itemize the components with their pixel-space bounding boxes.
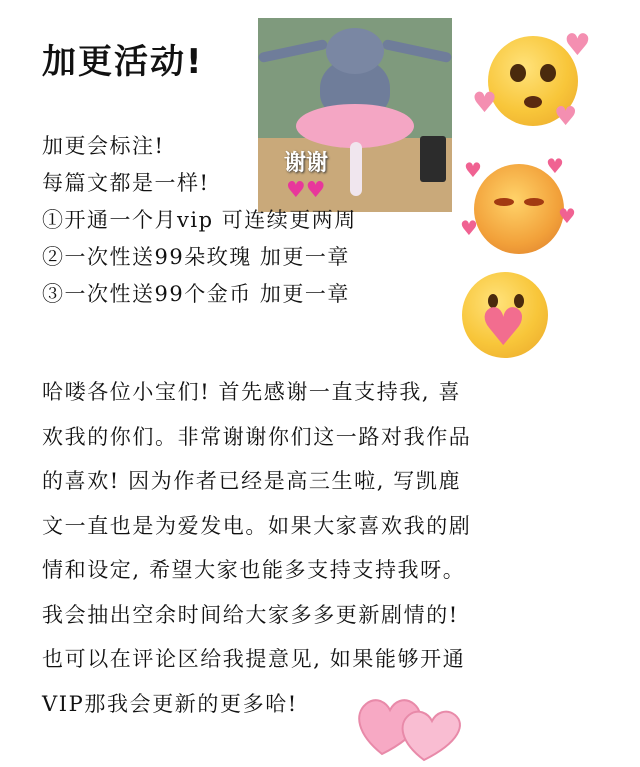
heart-icon: ♥ (554, 102, 578, 132)
heart-icon: ♥ (558, 204, 576, 228)
emoji-eye-icon (510, 64, 526, 82)
heart-icon: ♥ (480, 298, 527, 358)
heart-icon: ♥ (460, 216, 478, 240)
heart-icon: ♥ (546, 154, 564, 178)
intro-list (42, 128, 357, 313)
paragraph-line: 也可以在评论区给我提意见, 如果能够开通 (42, 647, 466, 671)
heart-icon: ♥ (564, 28, 591, 63)
emoji-eye-icon (540, 64, 556, 82)
heart-icon: ♥ (464, 158, 482, 182)
emoji-eye-icon (494, 198, 514, 206)
paragraph-line: 的喜欢! 因为作者已经是高三生啦, 写凯鹿 (42, 469, 462, 493)
pleading-heart-emoji (472, 28, 591, 132)
sticker-caption: 谢谢 (284, 151, 329, 176)
message-paragraph (42, 370, 587, 726)
paragraph-line: 我会抽出空余时间给大家多多更新剧情的! (42, 602, 459, 627)
cat-head (326, 28, 384, 74)
two-hearts-icon (352, 684, 462, 764)
blushing-emoji (460, 154, 576, 254)
paragraph-line: 文一直也是为爱发电。如果大家喜欢我的剧 (42, 513, 472, 538)
intro-line: ③一次性送99个金币 加更一章 (42, 282, 350, 306)
intro-line: 加更会标注! (42, 134, 165, 158)
speaker-icon (420, 136, 446, 182)
intro-line: 每篇文都是一样! (42, 171, 210, 195)
sticker-hearts-icon: ♥♥ (286, 178, 326, 203)
hugging-heart-emoji (462, 272, 548, 358)
paragraph-line: VIP那我会更新的更多哈! (42, 691, 298, 716)
intro-line: ①开通一个月vip 可连续更两周 (42, 208, 357, 232)
paragraph-line: 哈喽各位小宝们! 首先感谢一直支持我, 喜 (42, 380, 462, 404)
emoji-eye-icon (524, 198, 544, 206)
emoji-mouth-icon (524, 96, 542, 108)
intro-line: ②一次性送99朵玫瑰 加更一章 (42, 245, 350, 269)
page-title: 加更活动! (42, 42, 204, 82)
heart-icon: ♥ (472, 86, 498, 119)
paragraph-line: 欢我的你们。非常谢谢你们这一路对我作品 (42, 424, 472, 449)
paragraph-line: 情和设定, 希望大家也能多支持支持我呀。 (42, 558, 466, 582)
